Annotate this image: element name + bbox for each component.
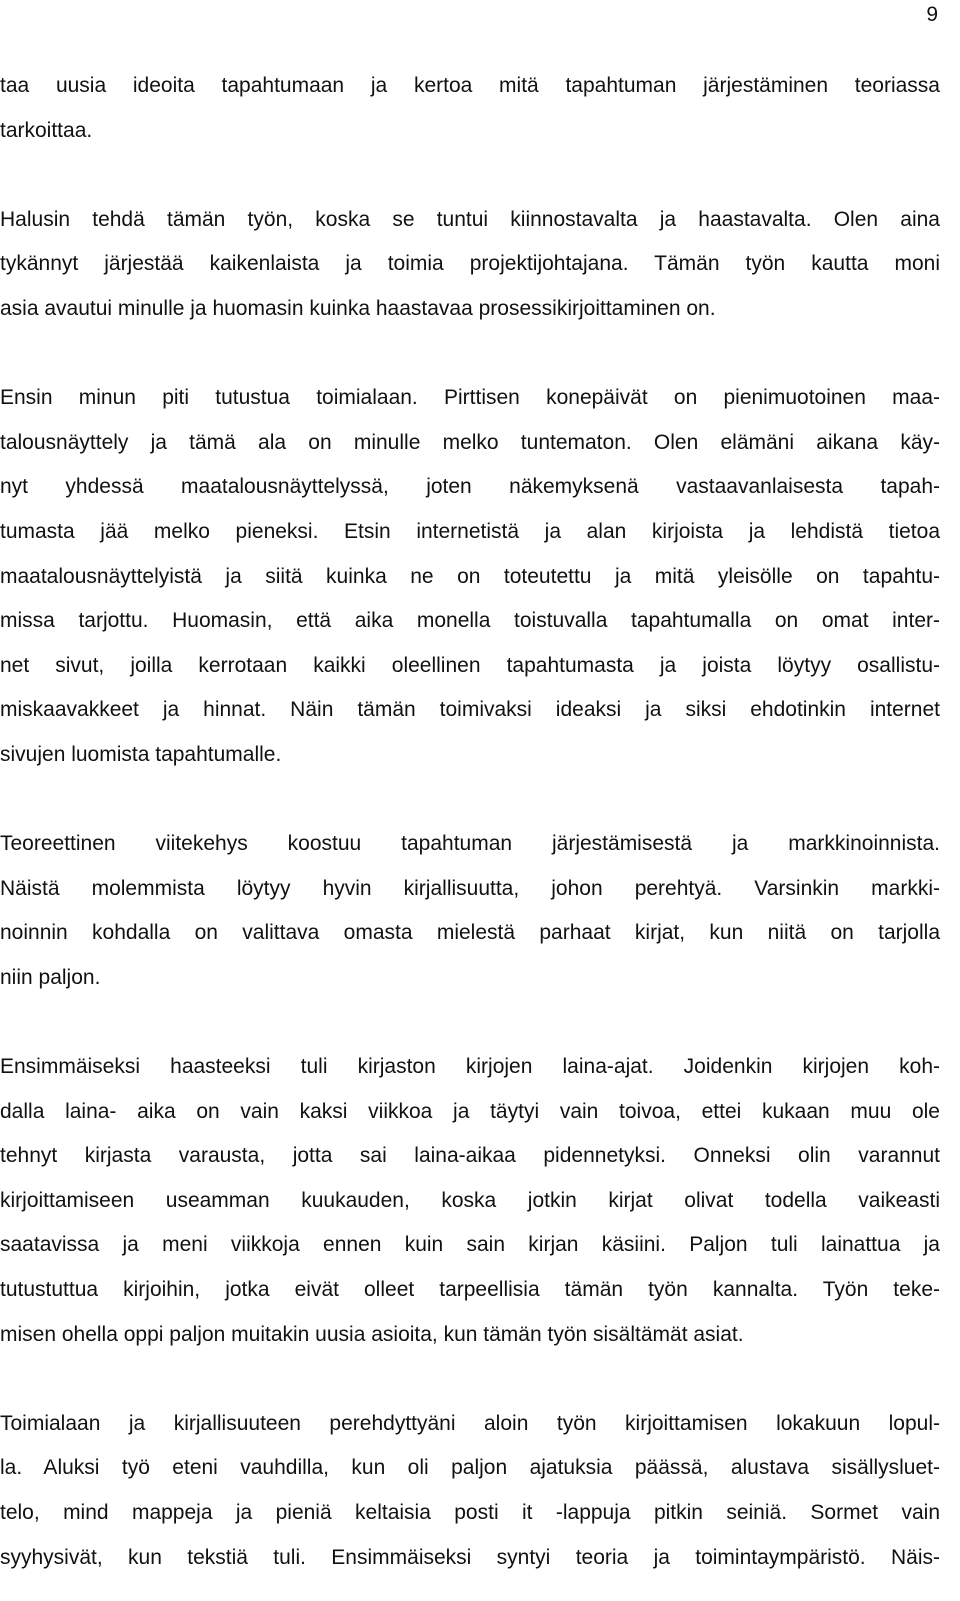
text-line: tumasta jää melko pieneksi. Etsin internetistä ja alan kirjoista ja lehdistä tietoa (0, 519, 940, 543)
text-line: taa uusia ideoita tapahtumaan ja kertoa mitä tapahtuman järjestäminen teoriassa (0, 74, 940, 97)
text-line: la. Aluksi työ eteni vauhdilla, kun oli paljon ajatuksia päässä, alustava sisällysluet- (0, 1456, 940, 1480)
text-line: misen ohella oppi paljon muitakin uusia asioita, kun tämän työn sisältämät asiat. (0, 1322, 744, 1346)
text-line: asia avautui minulle ja huomasin kuinka haastavaa prosessikirjoittaminen on. (0, 296, 716, 320)
text-line: talousnäyttely ja tämä ala on minulle melko tuntematon. Olen elämäni aikana käy- (0, 430, 940, 454)
text-line: missa tarjottu. Huomasin, että aika monella toistuvalla tapahtumalla on omat inter- (0, 609, 940, 633)
paragraph (0, 198, 940, 332)
paragraph-spacing (0, 778, 940, 823)
paragraph-spacing (0, 1357, 940, 1402)
paragraph-spacing (0, 153, 940, 198)
paragraph-spacing (0, 332, 940, 377)
text-line: kirjoittamiseen useamman kuukauden, koska jotkin kirjat olivat todella vaikeasti (0, 1188, 940, 1212)
text-line: maatalousnäyttelyistä ja siitä kuinka ne on toteutettu ja mitä yleisölle on tapahtu- (0, 564, 940, 588)
paragraph (0, 64, 940, 153)
text-line: telo, mind mappeja ja pieniä keltaisia posti it -lappuja pitkin seiniä. Sormet vain (0, 1501, 940, 1524)
paragraph-spacing (0, 1000, 940, 1045)
text-line: Toimialaan ja kirjallisuuteen perehdyttyäni aloin työn kirjoittamisen lokakuun lopul- (0, 1411, 940, 1435)
text-line: tehnyt kirjasta varausta, jotta sai laina-aikaa pidennetyksi. Onneksi olin varannut (0, 1144, 940, 1168)
text-line: miskaavakkeet ja hinnat. Näin tämän toimivaksi ideaksi ja siksi ehdotinkin internet (0, 698, 940, 722)
document-body (0, 64, 940, 1580)
text-line: syyhysivät, kun tekstiä tuli. Ensimmäiseksi syntyi teoria ja toimintaympäristö. Näis- (0, 1545, 940, 1569)
text-line: Halusin tehdä tämän työn, koska se tuntui kiinnostavalta ja haastavalta. Olen aina (0, 207, 940, 231)
text-line: Ensimmäiseksi haasteeksi tuli kirjaston kirjojen laina-ajat. Joidenkin kirjojen koh- (0, 1055, 940, 1079)
paragraph (0, 1045, 940, 1357)
text-line: Näistä molemmista löytyy hyvin kirjallisuutta, johon perehtyä. Varsinkin markki- (0, 876, 940, 900)
paragraph (0, 1402, 940, 1580)
text-line: sivujen luomista tapahtumalle. (0, 742, 282, 766)
text-line: Teoreettinen viitekehys koostuu tapahtuman järjestämisestä ja markkinoinnista. (0, 832, 940, 856)
paragraph (0, 376, 940, 777)
text-line: niin paljon. (0, 965, 101, 989)
text-line: noinnin kohdalla on valittava omasta mielestä parhaat kirjat, kun niitä on tarjolla (0, 921, 940, 945)
page-number: 9 (926, 3, 938, 26)
text-line: saatavissa ja meni viikkoja ennen kuin sain kirjan käsiini. Paljon tuli lainattua ja (0, 1233, 940, 1257)
text-line: net sivut, joilla kerrotaan kaikki oleellinen tapahtumasta ja joista löytyy osallistu- (0, 653, 940, 677)
text-line: nyt yhdessä maatalousnäyttelyssä, joten näkemyksenä vastaavanlaisesta tapah- (0, 475, 940, 499)
text-line: dalla laina- aika on vain kaksi viikkoa ja täytyi vain toivoa, ettei kukaan muu ole (0, 1099, 940, 1123)
text-line: tarkoittaa. (0, 118, 93, 142)
paragraph (0, 822, 940, 1000)
text-line: tykännyt järjestää kaikenlaista ja toimia projektijohtajana. Tämän työn kautta moni (0, 252, 940, 276)
text-line: tutustuttua kirjoihin, jotka eivät olleet tarpeellisia tämän työn kannalta. Työn teke- (0, 1278, 940, 1302)
text-line: Ensin minun piti tutustua toimialaan. Pirttisen konepäivät on pienimuotoinen maa- (0, 386, 940, 410)
